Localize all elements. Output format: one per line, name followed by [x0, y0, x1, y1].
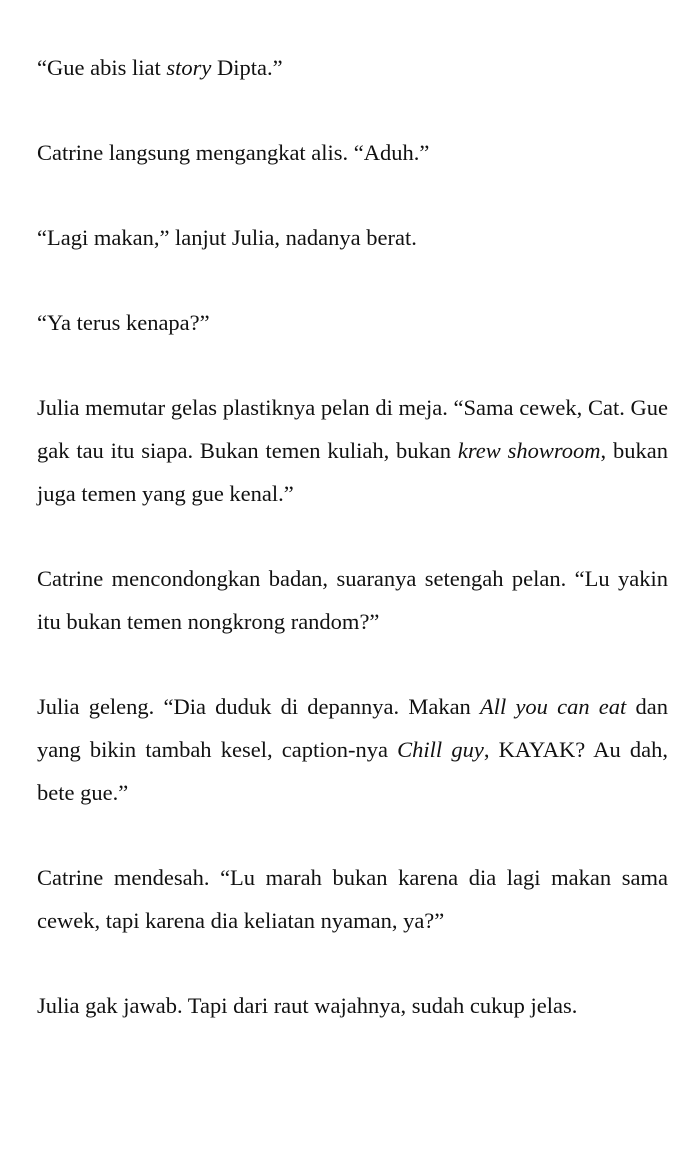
- story-text-page: [37, 46, 668, 1027]
- italic-text-run: krew showroom: [457, 438, 601, 463]
- italic-text-run: Chill guy: [397, 737, 484, 762]
- paragraph-6: [37, 557, 668, 643]
- paragraph-8: [37, 856, 668, 942]
- text-run: Catrine mencondongkan badan, suaranya setengah pelan. “Lu yakin itu bukan temen nongkrong random?”: [37, 566, 668, 634]
- text-run: “Ya terus kenapa?”: [37, 310, 210, 335]
- text-run: , KAYAK? Au dah, bete gue.”: [37, 737, 668, 805]
- paragraph-5: [37, 386, 668, 515]
- text-run: Julia memutar gelas plastiknya pelan di meja. “Sama cewek, Cat. Gue gak tau itu siapa. Bukan temen kuliah, bukan: [37, 395, 668, 463]
- paragraph-2: [37, 131, 668, 174]
- text-run: Dipta.”: [211, 55, 283, 80]
- paragraph-7: [37, 685, 668, 814]
- text-run: Catrine mendesah. “Lu marah bukan karena dia lagi makan sama cewek, tapi karena dia keliatan nyaman, ya?”: [37, 865, 668, 933]
- text-run: dan yang bikin tambah kesel, caption-nya: [37, 694, 668, 762]
- text-run: , bukan juga temen yang gue kenal.”: [37, 438, 668, 506]
- italic-text-run: story: [166, 55, 212, 80]
- text-run: Julia gak jawab. Tapi dari raut wajahnya, sudah cukup jelas.: [37, 993, 578, 1018]
- paragraph-4: [37, 301, 668, 344]
- text-run: Catrine langsung mengangkat alis. “Aduh.”: [37, 140, 430, 165]
- text-run: Julia geleng. “Dia duduk di depannya. Makan: [37, 694, 480, 719]
- paragraph-9: [37, 984, 668, 1027]
- text-run: “Gue abis liat: [37, 55, 167, 80]
- paragraph-1: [37, 46, 668, 89]
- text-run: “Lagi makan,” lanjut Julia, nadanya berat.: [37, 225, 417, 250]
- italic-text-run: All you can eat: [480, 694, 627, 719]
- paragraph-3: [37, 216, 668, 259]
